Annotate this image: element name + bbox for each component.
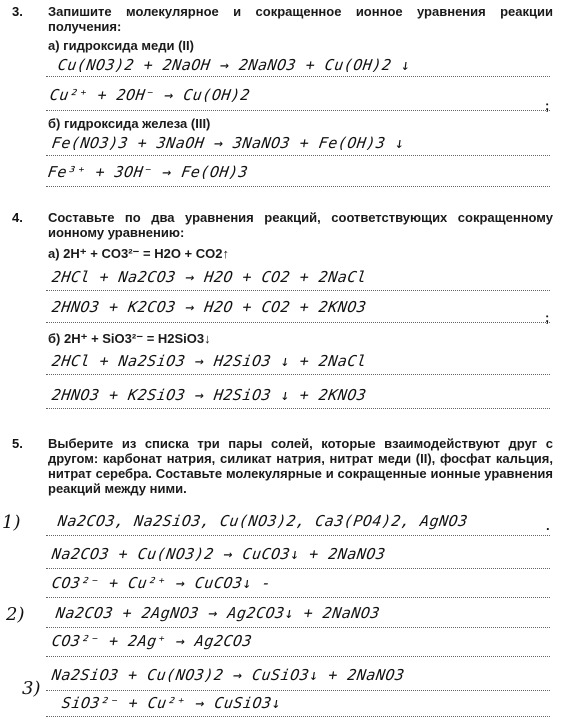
task5-r2-molecular: Na2CO3 + 2AgNO3 → Ag2CO3↓ + 2NaNO3	[54, 604, 382, 622]
answer-rule	[46, 322, 550, 323]
task3-a-answer-line2: Cu²⁺ + 2OH⁻ → Cu(OH)2	[48, 86, 252, 104]
task5-number: 5.	[12, 436, 23, 451]
task4-b-answer-line2: 2HNO3 + K2SiO3 → H2SiO3 ↓ + 2KNO3	[50, 386, 368, 404]
task3-prompt: Запишите молекулярное и сокращенное ионное уравнения реакции получения:	[48, 4, 553, 34]
answer-rule	[46, 597, 550, 598]
task3-number: 3.	[12, 4, 23, 19]
task4-part-a-label: а) 2H⁺ + CO3²⁻ = H2O + CO2↑	[48, 246, 229, 261]
answer-rule	[46, 186, 550, 187]
task3-part-a-label: а) гидроксида меди (II)	[48, 38, 194, 53]
answer-rule	[46, 716, 550, 717]
task5-r1-molecular: Na2CO3 + Cu(NO3)2 → CuCO3↓ + 2NaNO3	[50, 545, 387, 563]
answer-rule	[46, 76, 550, 77]
answer-marker-3: 3)	[22, 678, 41, 699]
answer-rule	[46, 656, 550, 657]
task3-b-answer-line1: Fe(NO3)3 + 3NaOH → 3NaNO3 + Fe(OH)3 ↓	[50, 134, 406, 152]
semicolon: ;	[545, 98, 550, 113]
task5-r1-ionic: CO3²⁻ + Cu²⁺ → CuCO3↓ -	[50, 574, 273, 592]
answer-marker-2: 2)	[6, 604, 25, 625]
answer-rule	[46, 155, 550, 156]
answer-rule	[46, 535, 550, 536]
answer-rule	[46, 690, 550, 691]
task3-part-b-label: б) гидроксида железа (III)	[48, 116, 211, 131]
answer-rule	[46, 627, 550, 628]
task5-r2-ionic: CO3²⁻ + 2Ag⁺ → Ag2CO3	[50, 632, 254, 650]
task4-number: 4.	[12, 210, 23, 225]
list-period: .	[546, 518, 550, 533]
task5-prompt: Выберите из списка три пары солей, которые взаимодействуют друг с другом: карбонат натрия, силикат натрия, нитрат меди (II), фосфат кальция, нитрат серебра. Составьте молекулярные и сокращенные ионные уравнения реакций между ними.	[48, 436, 553, 496]
answer-rule	[46, 374, 550, 375]
answer-rule	[46, 110, 550, 111]
task5-r3-molecular: Na2SiO3 + Cu(NO3)2 → CuSiO3↓ + 2NaNO3	[50, 666, 406, 684]
task4-prompt: Составьте по два уравнения реакций, соответствующих сокращенному ионному уравнению:	[48, 210, 553, 240]
semicolon: ;	[545, 310, 550, 325]
answer-rule	[46, 290, 550, 291]
task4-a-answer-line1: 2HCl + Na2CO3 → H2O + CO2 + 2NaCl	[50, 268, 368, 286]
task5-r3-ionic: SiO3²⁻ + Cu²⁺ → CuSiO3↓	[60, 694, 283, 712]
task4-b-answer-line1: 2HCl + Na2SiO3 → H2SiO3 ↓ + 2NaCl	[50, 352, 368, 370]
answer-rule	[46, 568, 550, 569]
task4-a-answer-line2: 2HNO3 + K2CO3 → H2O + CO2 + 2KNO3	[50, 298, 368, 316]
answer-marker-1: 1)	[2, 512, 21, 533]
task3-a-answer-line1: Cu(NO3)2 + 2NaOH → 2NaNO3 + Cu(OH)2 ↓	[56, 56, 412, 74]
task5-salt-list: Na2CO3, Na2SiO3, Cu(NO3)2, Ca3(PO4)2, AgNO3	[56, 512, 470, 530]
task4-part-b-label: б) 2H⁺ + SiO3²⁻ = H2SiO3↓	[48, 331, 211, 346]
answer-rule	[46, 408, 550, 409]
task3-b-answer-line2: Fe³⁺ + 3OH⁻ → Fe(OH)3	[46, 163, 250, 181]
